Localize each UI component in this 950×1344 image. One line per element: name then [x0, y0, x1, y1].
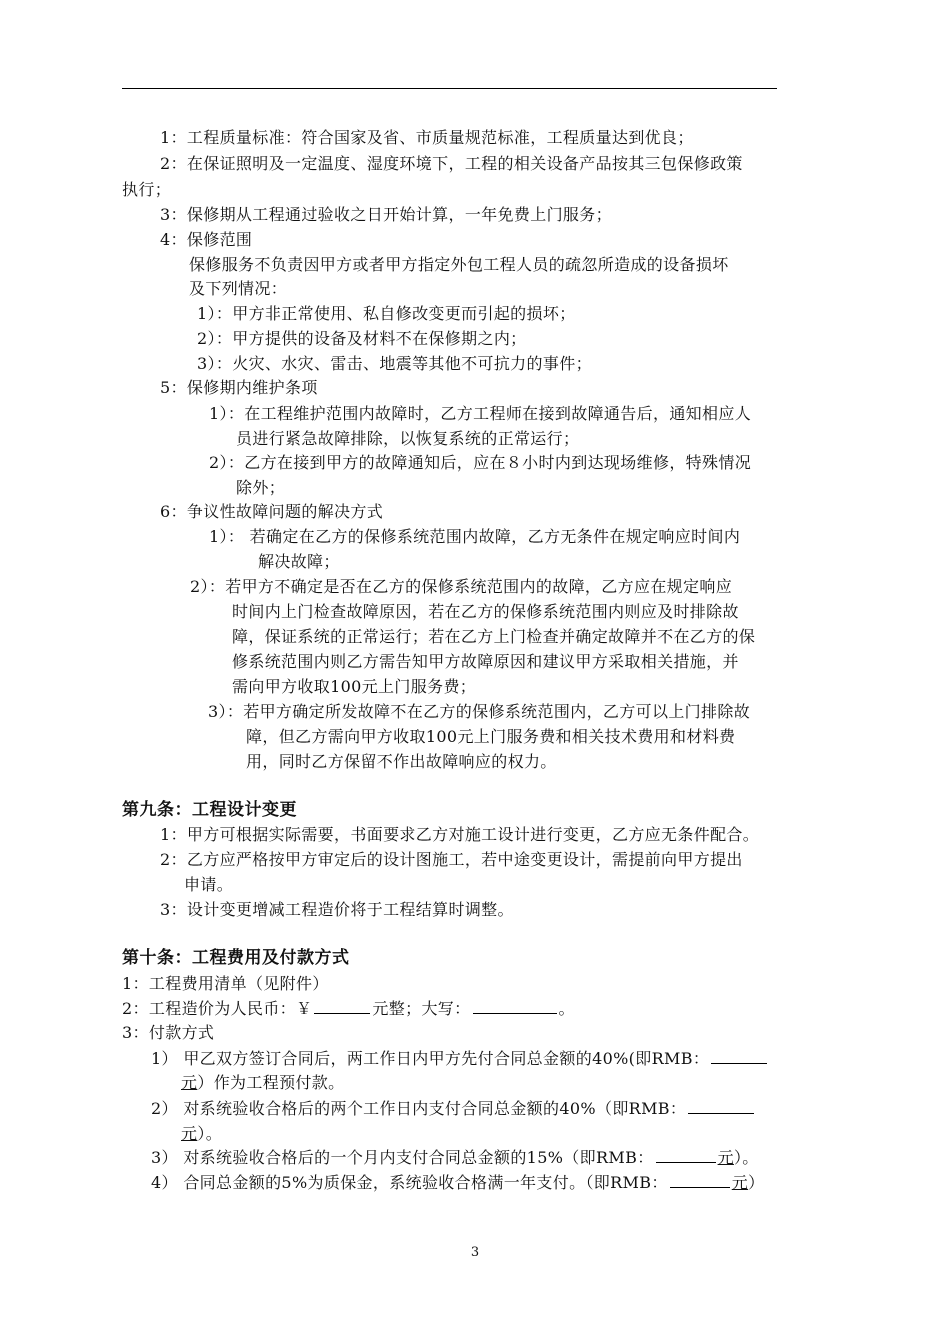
maintenance-subitem-2-cont: 除外；: [236, 478, 286, 497]
payment-1-unit: 元: [181, 1073, 198, 1092]
payment-2-text: 2） 对系统验收合格后的两个工作日内支付合同总金额的40%（即RMB：: [151, 1099, 687, 1118]
payment-4-amount-blank[interactable]: [670, 1171, 730, 1188]
payment-3-unit: 元: [717, 1148, 734, 1167]
payment-4-text: 4） 合同总金额的5%为质保金，系统验收合格满一年支付。（即RMB：: [151, 1173, 668, 1192]
scope-subitem-3: 3）：火灾、水灾、雷击、地震等其他不可抗力的事件；: [197, 354, 592, 373]
payment-2-tail: ）。: [197, 1124, 223, 1143]
dispute-subitem-2-line3: 障，保证系统的正常运行；若在乙方上门检查并确定故障并不在乙方的保: [232, 627, 756, 646]
design-change-item-2: 2：乙方应严格按甲方审定后的设计图施工，若中途变更设计，需提前向甲方提出: [160, 850, 743, 869]
maintenance-subitem-1: 1）：在工程维护范围内故障时，乙方工程师在接到故障通告后，通知相应人: [209, 404, 752, 423]
dispute-subitem-2-line4: 修系统范围内则乙方需告知甲方故障原因和建议甲方采取相关措施，并: [232, 652, 739, 671]
warranty-item-5: 5：保修期内维护条项: [160, 378, 318, 397]
payment-3: [151, 1146, 759, 1170]
fee-item-2: [122, 997, 575, 1021]
payment-1-text: 1） 甲乙双方签订合同后，两工作日内甲方先付合同总金额的40%(即RMB：: [151, 1049, 710, 1068]
scope-subitem-1: 1）：甲方非正常使用、私自修改变更而引起的损坏；: [197, 304, 576, 323]
payment-4: [151, 1171, 764, 1195]
payment-4-tail: ）: [748, 1173, 765, 1192]
payment-1: [151, 1047, 769, 1071]
fee-item-2-mid: 元整；大写：: [372, 999, 471, 1018]
section-10-heading: 第十条：工程费用及付款方式: [122, 948, 350, 968]
design-change-item-1: 1：甲方可根据实际需要，书面要求乙方对施工设计进行变更，乙方应无条件配合。: [160, 825, 760, 844]
payment-4-unit: 元: [731, 1173, 749, 1192]
payment-1-tail: ）作为工程预付款。: [197, 1073, 345, 1092]
fee-item-3: 3：付款方式: [122, 1023, 215, 1042]
fee-item-1: 1：工程费用清单（见附件）: [122, 974, 329, 993]
dispute-subitem-1: 1）： 若确定在乙方的保修系统范围内故障，乙方无条件在规定响应时间内: [209, 527, 741, 546]
warranty-item-1: 1：工程质量标准：符合国家及省、市质量规范标准，工程质量达到优良；: [160, 128, 694, 147]
payment-1-amount-blank[interactable]: [711, 1047, 767, 1064]
warranty-scope-para-cont: 及下列情况：: [189, 279, 288, 298]
payment-3-text: 3） 对系统验收合格后的一个月内支付合同总金额的15%（即RMB：: [151, 1148, 654, 1167]
header-rule: [122, 88, 777, 89]
warranty-item-4: 4：保修范围: [160, 230, 253, 249]
amount-words-blank[interactable]: [473, 997, 557, 1014]
maintenance-subitem-1-cont: 员进行紧急故障排除，以恢复系统的正常运行；: [236, 429, 580, 448]
payment-3-tail: ）。: [733, 1148, 759, 1167]
dispute-subitem-2-line5: 需向甲方收取100元上门服务费；: [232, 677, 477, 696]
dispute-subitem-3: 3）：若甲方确定所发故障不在乙方的保修系统范围内，乙方可以上门排除故: [208, 702, 751, 721]
payment-2-cont: [181, 1122, 222, 1146]
dispute-subitem-3-line2: 障，但乙方需向甲方收取100元上门服务费和相关技术费用和材料费: [246, 727, 736, 746]
warranty-scope-para: 保修服务不负责因甲方或者甲方指定外包工程人员的疏忽所造成的设备损坏: [189, 255, 729, 274]
payment-2: [151, 1097, 756, 1121]
payment-1-cont: [181, 1071, 345, 1095]
payment-3-amount-blank[interactable]: [656, 1146, 716, 1163]
fee-item-2-end: 。: [558, 999, 575, 1018]
dispute-subitem-3-line3: 用，同时乙方保留不作出故障响应的权力。: [246, 752, 557, 771]
dispute-subitem-2: 2）：若甲方不确定是否在乙方的保修系统范围内的故障，乙方应在规定响应: [190, 577, 733, 596]
warranty-item-3: 3：保修期从工程通过验收之日开始计算，一年免费上门服务；: [160, 205, 612, 224]
warranty-item-6: 6：争议性故障问题的解决方式: [160, 502, 384, 521]
maintenance-subitem-2: 2）：乙方在接到甲方的故障通知后，应在８小时内到达现场维修，特殊情况: [209, 453, 752, 472]
warranty-item-2-cont: 执行；: [122, 180, 172, 199]
page-number: 3: [470, 1245, 480, 1260]
design-change-item-3: 3：设计变更增减工程造价将于工程结算时调整。: [160, 900, 514, 919]
warranty-item-2: 2：在保证照明及一定温度、湿度环境下，工程的相关设备产品按其三包保修政策: [160, 154, 743, 173]
payment-2-unit: 元: [181, 1124, 198, 1143]
fee-item-2-prefix: 2：工程造价为人民币：￥: [122, 999, 313, 1018]
amount-figure-blank[interactable]: [314, 997, 370, 1014]
section-9-heading: 第九条：工程设计变更: [122, 800, 297, 820]
payment-2-amount-blank[interactable]: [688, 1097, 754, 1114]
dispute-subitem-1-cont: 解决故障；: [258, 552, 340, 571]
design-change-item-2-cont: 申请。: [184, 875, 234, 894]
dispute-subitem-2-line2: 时间内上门检查故障原因，若在乙方的保修系统范围内则应及时排除故: [232, 602, 739, 621]
scope-subitem-2: 2）：甲方提供的设备及材料不在保修期之内；: [197, 329, 527, 348]
